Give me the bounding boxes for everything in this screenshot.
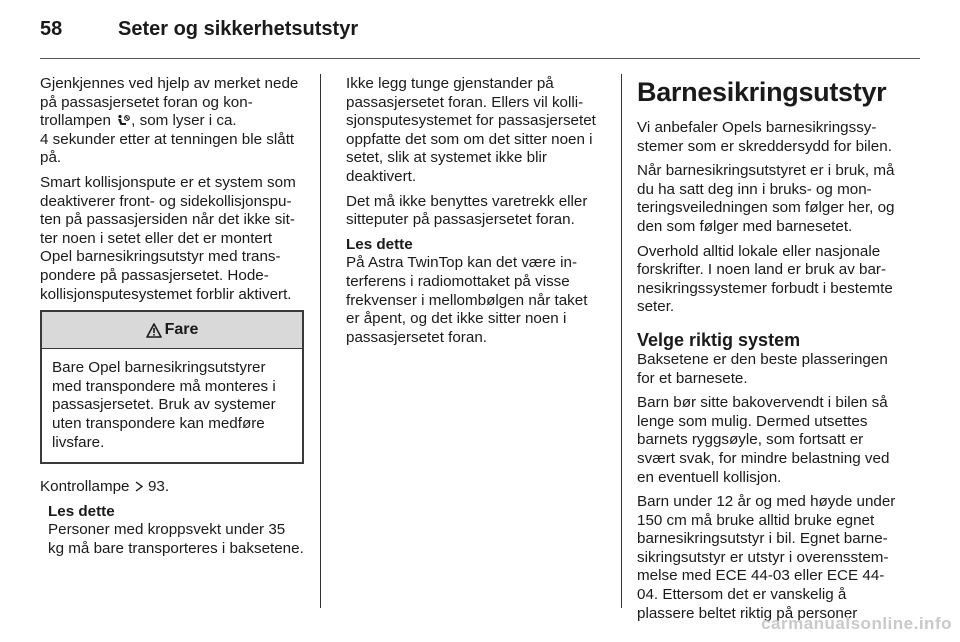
danger-body: Bare Opel barnesikringsutstyrer med transpondere må monteres i passasjersetet. Bruk av systemer uten transpondere kan medføre livsfare.	[52, 359, 276, 451]
paragraph	[40, 75, 304, 168]
danger-box	[40, 310, 304, 464]
note-title: Les dette	[346, 235, 413, 253]
reference-page: 93.	[147, 478, 170, 496]
paragraph-text: 4 sekunder etter at tenningen ble slått på.	[40, 130, 295, 167]
paragraph: Barn bør sitte bakovervendt i bilen så lenge som mulig. Dermed utsettes barnets ryggsøyle, som fortsatt er svært svak, for mindre belastning ved en eventuell kollisjon.	[637, 394, 890, 486]
paragraph: Ikke legg tunge gjenstander på passasjersetet foran. Ellers vil kollisjonsputesystemet for passasjersetet oppfatte det som om det sitter noen i setet, slik at systemet ikke blir deaktivert.	[346, 75, 596, 185]
page-number: 58	[40, 18, 63, 40]
watermark: carmanualsonline.info	[761, 614, 952, 633]
note-title: Les dette	[48, 502, 115, 520]
page-title: Seter og sikkerhetsutstyr	[118, 18, 359, 40]
paragraph: Når barnesikringsutstyret er i bruk, må du ha satt deg inn i bruks- og monteringsveiledningen som følger her, og den som følger med barnesetet.	[637, 162, 895, 235]
header-rule	[40, 58, 920, 59]
column-divider-1	[320, 74, 321, 608]
paragraph: Baksetene er den beste plasseringen for et barnesete.	[637, 350, 888, 387]
column-1	[40, 75, 304, 564]
paragraph: Vi anbefaler Opels barnesikringssystemer som er skreddersydd for bilen.	[637, 119, 892, 155]
passenger-airbag-off-icon	[116, 114, 130, 126]
warning-triangle-icon	[146, 323, 162, 338]
paragraph: Barn under 12 år og med høyde under 150 cm må bruke alltid bruke egnet barnesikringsutstyr i bil. Egnet barnesikringsutstyr er utstyr i overensstemmelse med ECE 44-03 eller ECE 44-04. Ettersom det er vanskelig å plassere beltet riktig på personer	[637, 493, 896, 622]
danger-header	[42, 312, 302, 349]
reference-label: Kontrollampe	[40, 478, 130, 496]
paragraph: Overhold alltid lokale eller nasjonale forskrifter. I noen land er bruk av barnesikringssystemer forbudt i bestemte seter.	[637, 242, 893, 316]
page-reference-arrow-icon	[134, 481, 144, 492]
note	[40, 503, 304, 559]
paragraph-text: Gjenkjennes ved hjelp av merket nede på passasjersetet foran og kontrollampen	[40, 75, 299, 130]
column-2	[346, 75, 604, 353]
column-3	[637, 75, 903, 629]
paragraph: Smart kollisjonspute er et system som deaktiverer front- og sidekollisjonsputen på passasjersiden når det ikke sitter noen i setet eller det er montert Opel barnesikringsutstyr med transpondere på passasjersetet. Hodekollisjonsputesystemet forblir aktivert.	[40, 173, 296, 303]
reference-line	[40, 478, 304, 497]
note-body: Personer med kroppsvekt under 35 kg må bare transporteres i baksetene.	[48, 521, 304, 557]
danger-title: Fare	[164, 320, 199, 338]
section-title: Barnesikringsutstyr	[637, 77, 887, 107]
paragraph-text: , som lyser i ca.	[131, 112, 237, 130]
column-divider-2	[621, 74, 622, 608]
note	[346, 236, 604, 348]
subsection-title: Velge riktig system	[637, 329, 801, 350]
note-body: På Astra TwinTop kan det være interferens i radiomottaket på visse frekvenser i mellombølgen når taket er åpent, og det ikke sitter noen i passasjersetet foran.	[346, 254, 588, 346]
paragraph: Det må ikke benyttes varetrekk eller sitteputer på passasjersetet foran.	[346, 192, 588, 229]
